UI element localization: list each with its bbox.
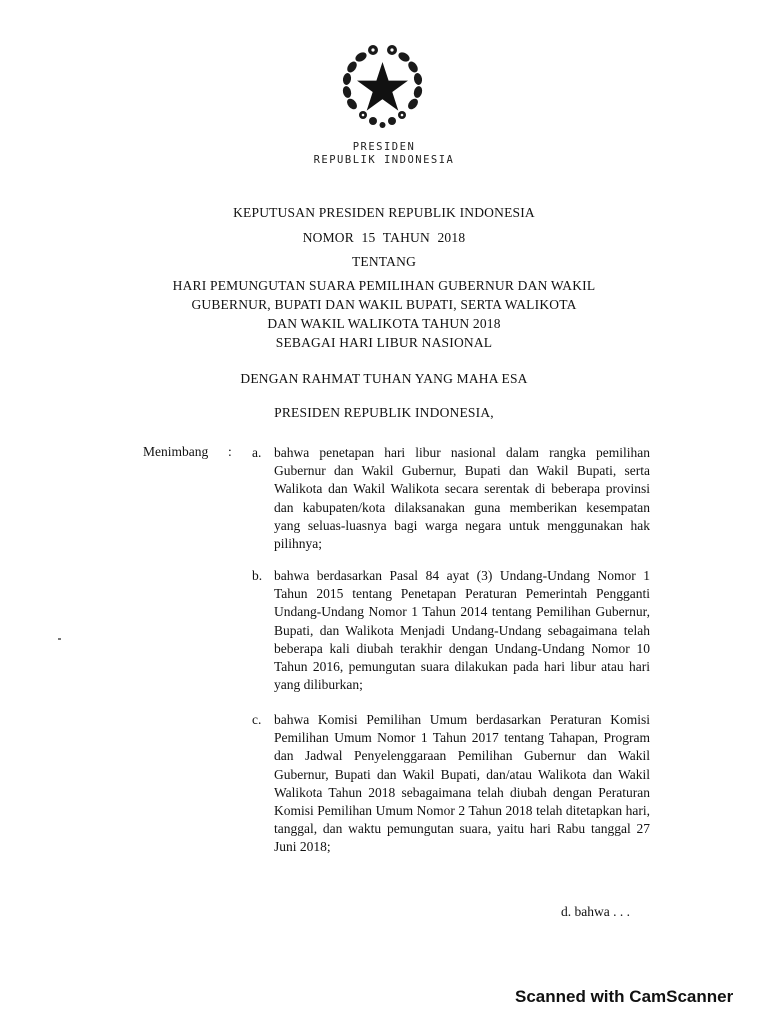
preamble-divine: DENGAN RAHMAT TUHAN YANG MAHA ESA [240, 371, 528, 386]
scanner-watermark: Scanned with CamScanner [515, 987, 734, 1006]
presidential-emblem-icon [335, 42, 430, 130]
page-catchword: d. bahwa . . . [561, 904, 630, 919]
considering-label: Menimbang [143, 444, 209, 459]
item-marker: a. [252, 445, 262, 460]
item-marker: b. [252, 568, 263, 583]
decree-about: TENTANG [351, 254, 417, 269]
decree-subject-line: HARI PEMUNGUTAN SUARA PEMILIHAN GUBERNUR DAN WAKIL [172, 278, 596, 293]
considering-item [252, 711, 650, 857]
decree-subject-line: DAN WAKIL WALIKOTA TAHUN 2018 [267, 316, 501, 331]
decree-number: NOMOR 15 TAHUN 2018 [302, 230, 466, 245]
considering-colon: : [228, 444, 232, 459]
item-marker: c. [252, 712, 262, 727]
scan-speck [58, 638, 61, 640]
item-text: bahwa Komisi Pemilihan Umum berdasarkan Peraturan Komisi Pemilihan Umum Nomor 1 Tahun 2017 tentang Tahapan, Program dan Jadwal Penyelenggaraan Pemilihan Gubernur dan Wakil Gubernur, Bupati dan Wakil Bupati, dan/atau Walikota dan Wakil Walikota Tahun 2018 sebagaimana telah diubah dengan Peraturan Komisi Pemilihan Umum Nomor 2 Tahun 2018 telah ditetapkan hari, tanggal, dan waktu pemungutan suara, yaitu hari Rabu tanggal 27 Juni 2018; [274, 712, 650, 855]
considering-item [252, 444, 650, 553]
institution-title: PRESIDEN [352, 141, 416, 153]
decree-subject-line: SEBAGAI HARI LIBUR NASIONAL [275, 335, 493, 350]
item-text: bahwa berdasarkan Pasal 84 ayat (3) Undang-Undang Nomor 1 Tahun 2015 tentang Penetapan Peraturan Pemerintah Pengganti Undang-Undang Nomor 1 Tahun 2014 tentang Pemilihan Gubernur, Bupati, dan Walikota Menjadi Undang-Undang sebagaimana telah beberapa kali diubah terakhir dengan Undang-Undang Nomor 10 Tahun 2016, pemungutan suara dilakukan pada hari libur atau hari yang diliburkan; [274, 568, 650, 693]
considering-item [252, 567, 650, 694]
preamble-president: PRESIDEN REPUBLIK INDONESIA, [274, 405, 494, 420]
decree-title: KEPUTUSAN PRESIDEN REPUBLIK INDONESIA [233, 205, 535, 220]
decree-subject-line: GUBERNUR, BUPATI DAN WAKIL BUPATI, SERTA WALIKOTA [191, 297, 577, 312]
institution-subtitle: REPUBLIK INDONESIA [313, 154, 455, 166]
item-text: bahwa penetapan hari libur nasional dalam rangka pemilihan Gubernur dan Wakil Gubernur, Bupati dan Wakil Bupati, serta Walikota dan Wakil Walikota secara serentak di beberapa provinsi dan kabupaten/kota dilaksanakan guna memberikan kesempatan yang seluas-luasnya bagi warga negara untuk menggunakan hak pilihnya; [274, 445, 650, 552]
